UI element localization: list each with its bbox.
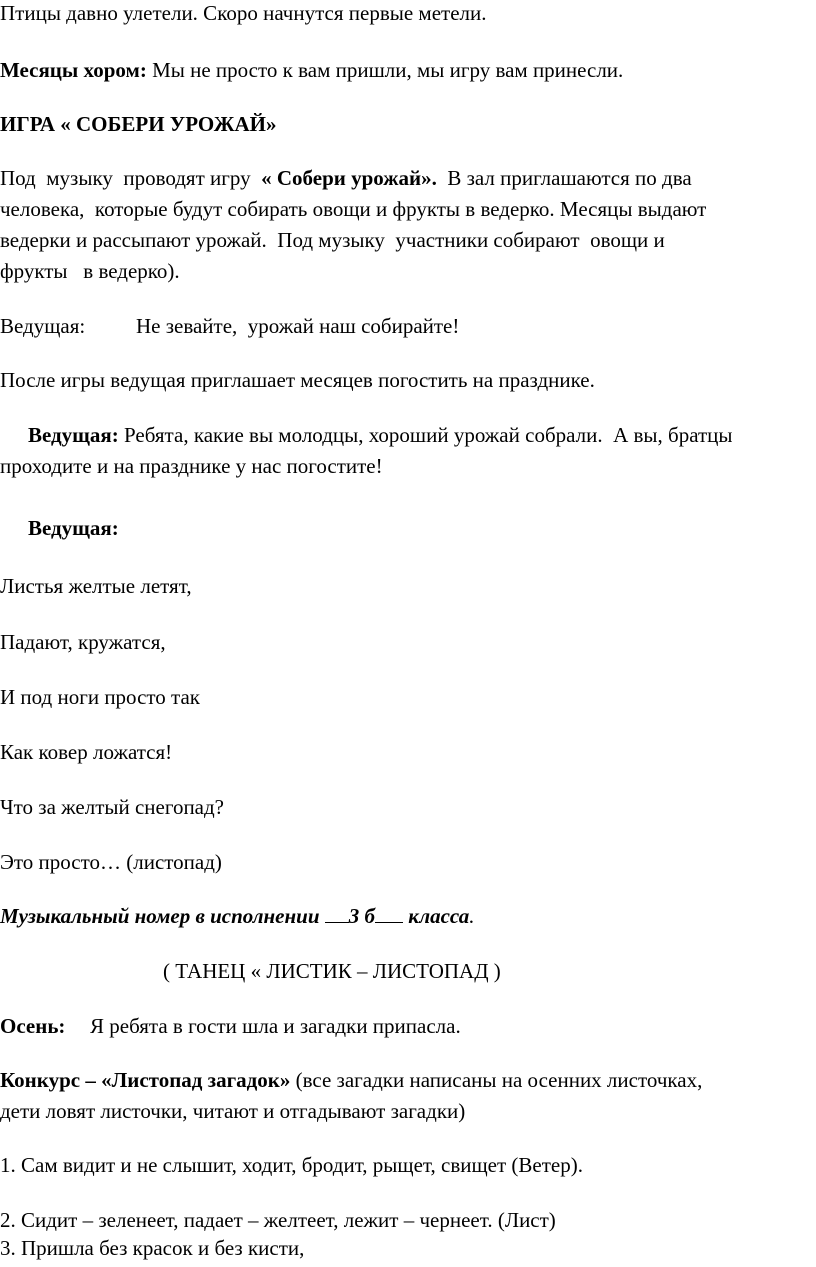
contest-line-1: Конкурс – «Листопад загадок» (все загадки написаны на осенних листочках, [0,1068,703,1092]
paragraph-birds: Птицы давно улетели. Скоро начнутся первые метели. [0,1,487,25]
speaker-label: Ведущая: [28,423,119,447]
contest-line-2: дети ловят листочки, читают и отгадывают загадки) [0,1099,466,1123]
speech-text: Мы не просто к вам пришли, мы игру вам принесли. [146,58,624,82]
dance-title: ( ТАНЕЦ « ЛИСТИК – ЛИСТОПАД ) [163,959,501,983]
game-heading: ИГРА « СОБЕРИ УРОЖАЙ» [0,112,277,136]
speaker-label: Ведущая: [0,314,86,338]
poem-line: Это просто… (листопад) [0,850,222,874]
game-description-line-4: фрукты в ведерко). [0,259,180,283]
blank-line [325,904,349,923]
speech-text: Не зевайте, урожай наш собирайте! [136,314,460,338]
blank-line [375,904,403,923]
speech-text: Ребята, какие вы молодцы, хороший урожай собрали. А вы, братцы [118,423,733,447]
speech-text: Я ребята в гости шла и загадки припасла. [90,1014,461,1038]
paragraph-months-chorus [0,55,816,86]
riddle-3: 3. Пришла без красок и без кисти, [0,1236,305,1260]
contest-title: Конкурс – «Листопад загадок» [0,1068,291,1092]
paragraph-host-2-line-1 [0,420,816,451]
poem-line: Листья желтые летят, [0,574,192,598]
poem-line: Как ковер ложатся! [0,740,173,764]
paragraph-host-2-line-2: проходите и на празднике у нас погостите! [0,454,383,478]
speaker-label: Осень: [0,1014,66,1038]
game-description-line-2: человека, которые будут собирать овощи и фрукты в ведерко. Месяцы выдают [0,197,707,221]
music-number-line: Музыкальный номер в исполнении 3 б класса. [0,904,475,928]
speaker-label: Месяцы хором: [0,58,147,82]
poem-line: И под ноги просто так [0,685,201,709]
game-description-line-3: ведерки и рассыпают урожай. Под музыку участники собирают овощи и [0,228,665,252]
paragraph-host-1 [0,311,816,342]
class-name: 3 б [348,904,375,928]
paragraph-after-game: После игры ведущая приглашает месяцев погостить на празднике. [0,368,595,392]
game-name: « Собери урожай». [255,166,437,190]
poem-line: Падают, кружатся, [0,630,166,654]
riddle-2: 2. Сидит – зеленеет, падает – желтеет, лежит – чернеет. (Лист) [0,1208,556,1232]
game-description-line-1: Под музыку проводят игру « Собери урожай». В зал приглашаются по два [0,166,692,190]
paragraph-autumn [0,1011,816,1042]
poem-line: Что за желтый снегопад? [0,795,225,819]
speaker-host-3: Ведущая: [28,516,119,540]
riddle-1: 1. Сам видит и не слышит, ходит, бродит, рыщет, свищет (Ветер). [0,1153,583,1177]
